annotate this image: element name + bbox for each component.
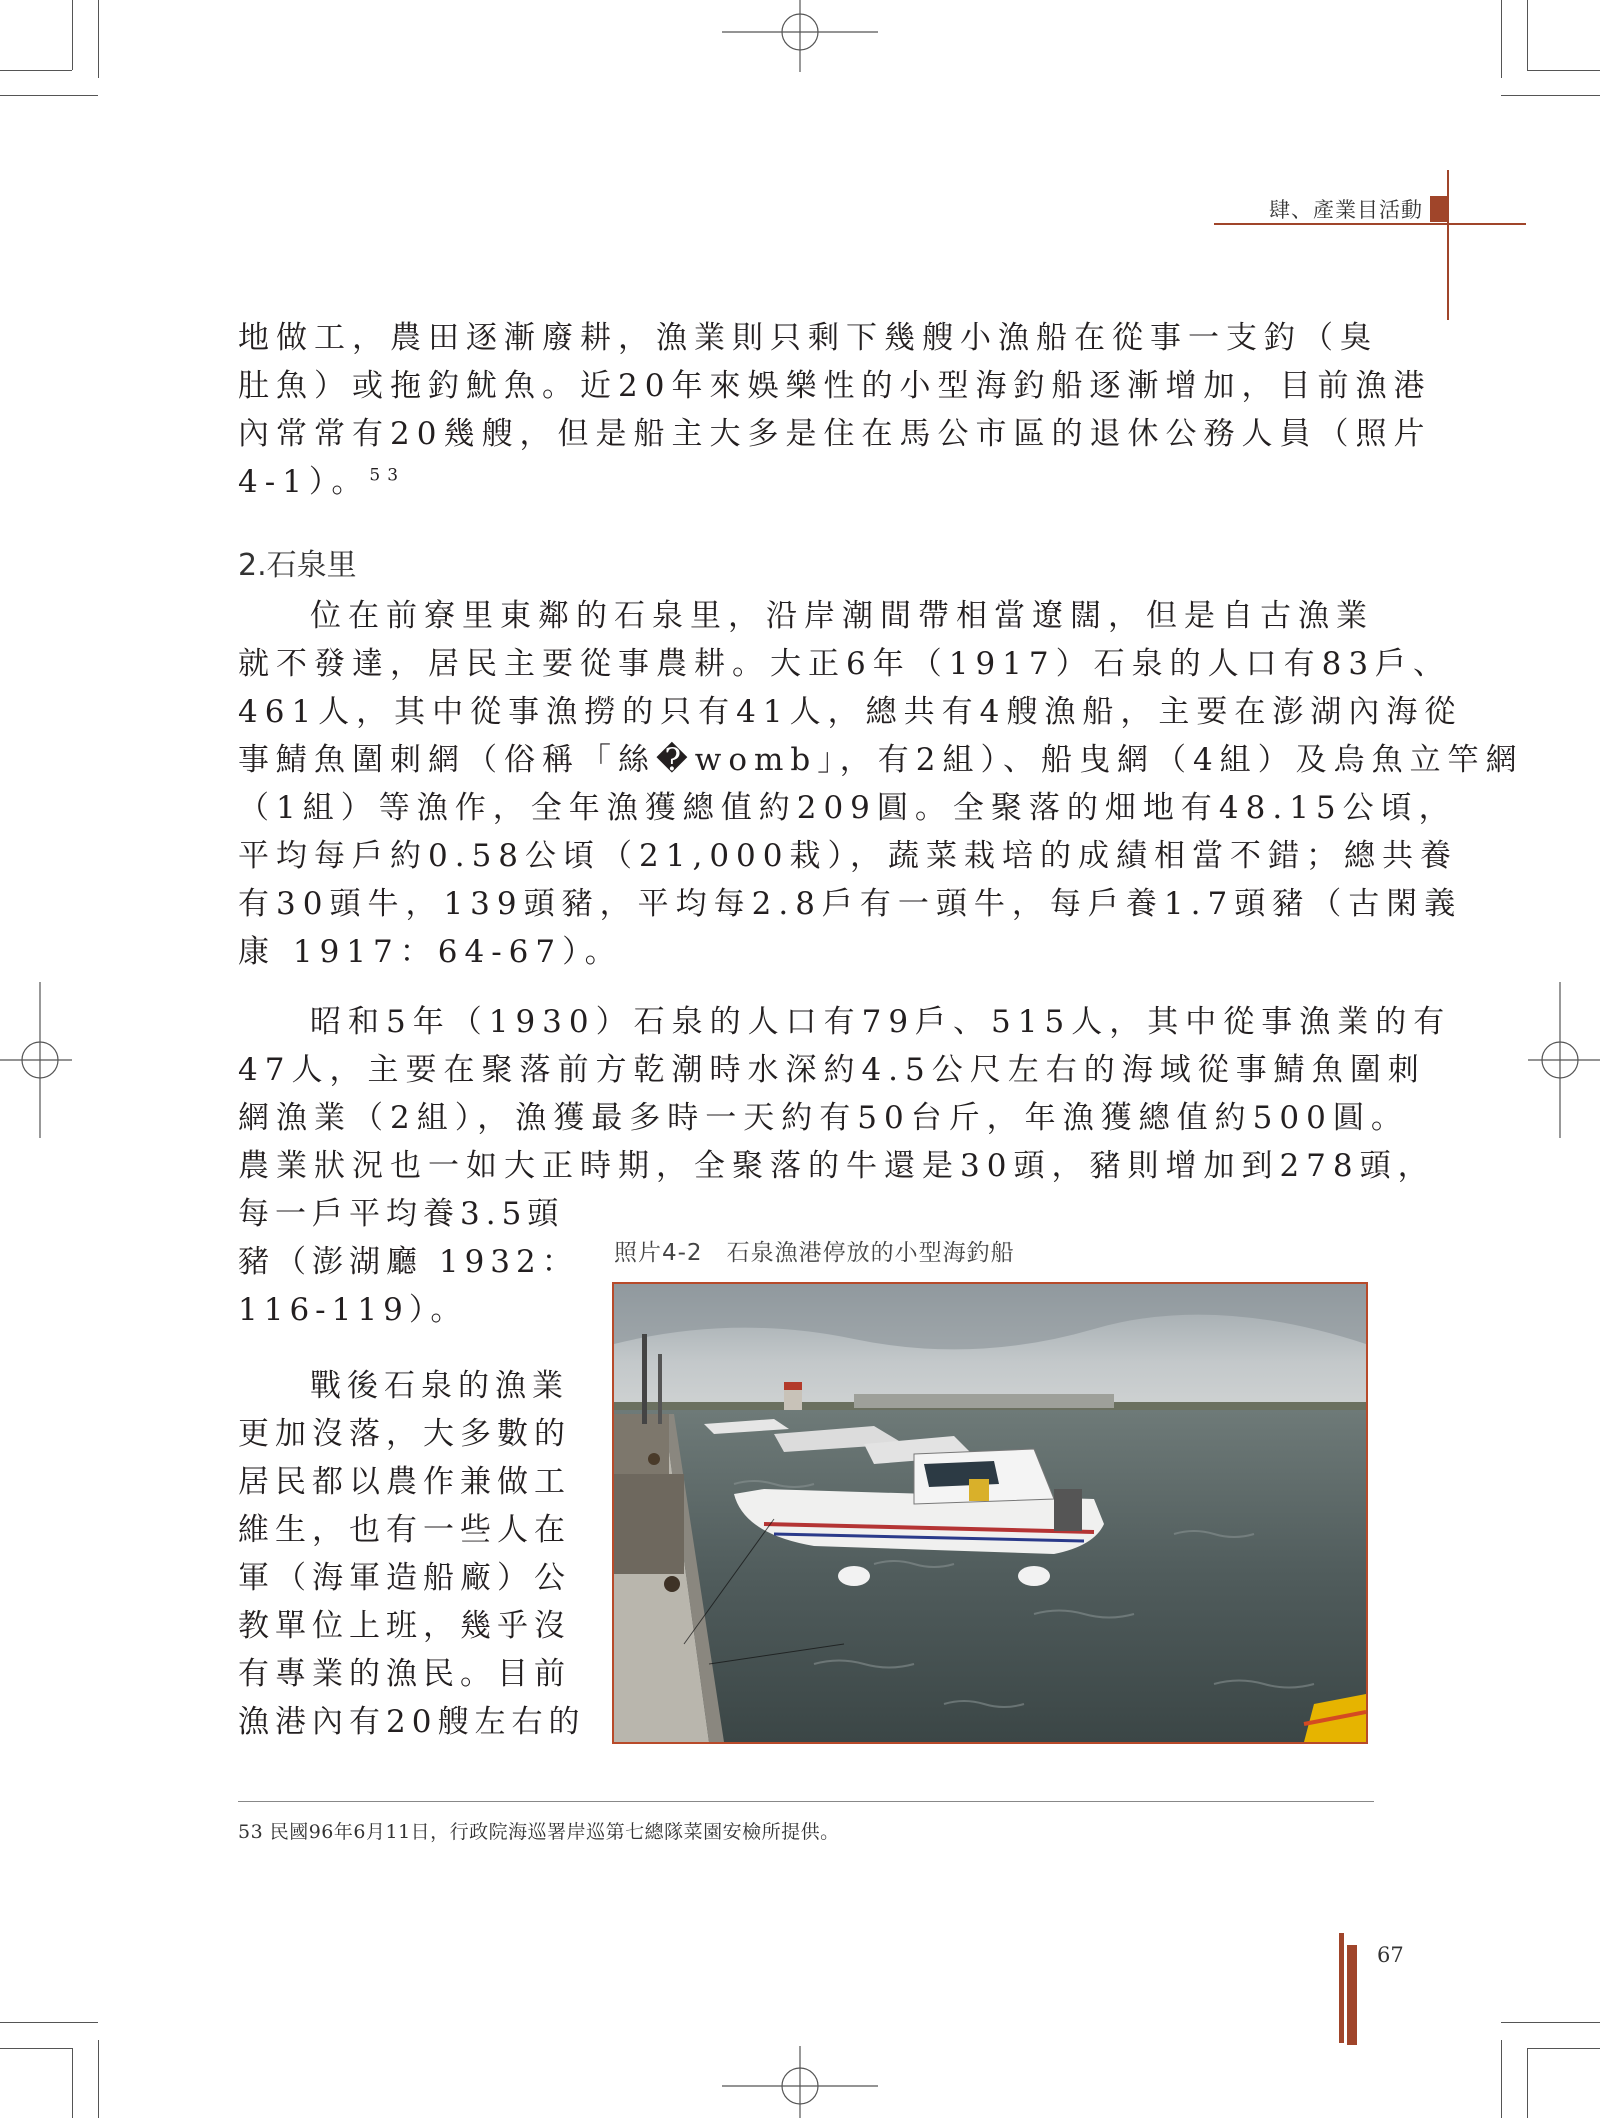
registration-mark-top	[722, 0, 878, 72]
text-line: 教單位上班，幾乎沒	[238, 1608, 571, 1644]
text-line: 康 1917：64-67）。	[238, 934, 623, 970]
footnote-ref: 53	[369, 465, 406, 486]
footnote-rule	[238, 1801, 1374, 1802]
photo-caption: 照片4-2 石泉漁港停放的小型海釣船	[614, 1240, 1015, 1266]
header-vertical-rule	[1447, 170, 1449, 320]
text-line: 461人，其中從事漁撈的只有41人，總共有4艘漁船，主要在澎湖內海從	[238, 694, 1463, 730]
page-number: 67	[1377, 1943, 1404, 1967]
text-line: 網漁業（2組），漁獲最多時一天約有50台斤，年漁獲總值約500圓。	[238, 1100, 1409, 1136]
header-rule	[1214, 223, 1526, 225]
text-line: 有30頭牛，139頭豬，平均每2.8戶有一頭牛，每戶養1.7頭豬（古閑義	[238, 886, 1463, 922]
text-line-last: 4-1）。	[238, 464, 370, 500]
harbor-photo	[612, 1282, 1368, 1744]
chapter-title: 肆、產業目活動	[1269, 198, 1423, 222]
registration-mark-left	[0, 982, 72, 1138]
text-line: 47人，主要在聚落前方乾潮時水深約4.5公尺左右的海域從事鯖魚圍刺	[238, 1052, 1426, 1088]
paragraph-4	[238, 1362, 588, 1746]
text-line: 軍（海軍造船廠）公	[238, 1560, 571, 1596]
text-line: 事鯖魚圍刺網（俗稱「絲�womb」，有2組）、船曳網（4組）及烏魚立竿網	[238, 742, 1524, 778]
registration-mark-right	[1528, 982, 1600, 1138]
text-line: 昭和5年（1930）石泉的人口有79戶、515人，其中從事漁業的有	[310, 1004, 1452, 1040]
text-line: 漁港內有20艘左右的	[238, 1704, 586, 1740]
footnote: 53 民國96年6月11日，行政院海巡署岸巡第七總隊菜園安檢所提供。	[238, 1821, 840, 1843]
text-line: 更加沒落，大多數的	[238, 1416, 571, 1452]
text-line: 平均每戶約0.58公頃（21,000栽），蔬菜栽培的成績相當不錯；總共養	[238, 838, 1458, 874]
text-line: 維生，也有一些人在	[238, 1512, 571, 1548]
text-line: 農業狀況也一如大正時期，全聚落的牛還是30頭，豬則增加到278頭，	[238, 1148, 1436, 1184]
text-line: 豬（澎湖廳 1932：	[238, 1244, 579, 1280]
registration-mark-bottom	[722, 2046, 878, 2118]
header-accent-block	[1430, 196, 1448, 222]
text-line: 居民都以農作兼做工	[238, 1464, 571, 1500]
section-title: 2.石泉里	[238, 548, 357, 583]
text-line: （1組）等漁作，全年漁獲總值約209圓。全聚落的畑地有48.15公頃，	[238, 790, 1457, 826]
page-number-bar	[1339, 1933, 1344, 2043]
text-line: 內常常有20幾艘，但是船主大多是住在馬公市區的退休公務人員（照片	[238, 416, 1432, 452]
harbor-photo-illustration	[614, 1284, 1366, 1742]
paragraph-1	[238, 314, 1432, 506]
text-line: 位在前寮里東鄰的石泉里，沿岸潮間帶相當遼闊，但是自古漁業	[310, 598, 1374, 634]
text-line: 就不發達，居民主要從事農耕。大正6年（1917）石泉的人口有83戶、	[238, 646, 1452, 682]
paragraph-3-tail	[238, 1190, 588, 1334]
text-line: 肚魚）或拖釣魷魚。近20年來娛樂性的小型海釣船逐漸增加，目前漁港	[238, 368, 1432, 404]
paragraph-2	[238, 592, 1524, 976]
text-line: 116-119）。	[238, 1292, 468, 1328]
text-line	[238, 458, 1362, 506]
paragraph-3	[238, 998, 1452, 1190]
page-number-bar-bold	[1347, 1945, 1357, 2045]
text-line: 每一戶平均養3.5頭	[238, 1196, 565, 1232]
text-line: 地做工，農田逐漸廢耕，漁業則只剩下幾艘小漁船在從事一支釣（臭	[238, 320, 1378, 356]
text-line: 有專業的漁民。目前	[238, 1656, 571, 1692]
text-line: 戰後石泉的漁業	[310, 1368, 569, 1404]
